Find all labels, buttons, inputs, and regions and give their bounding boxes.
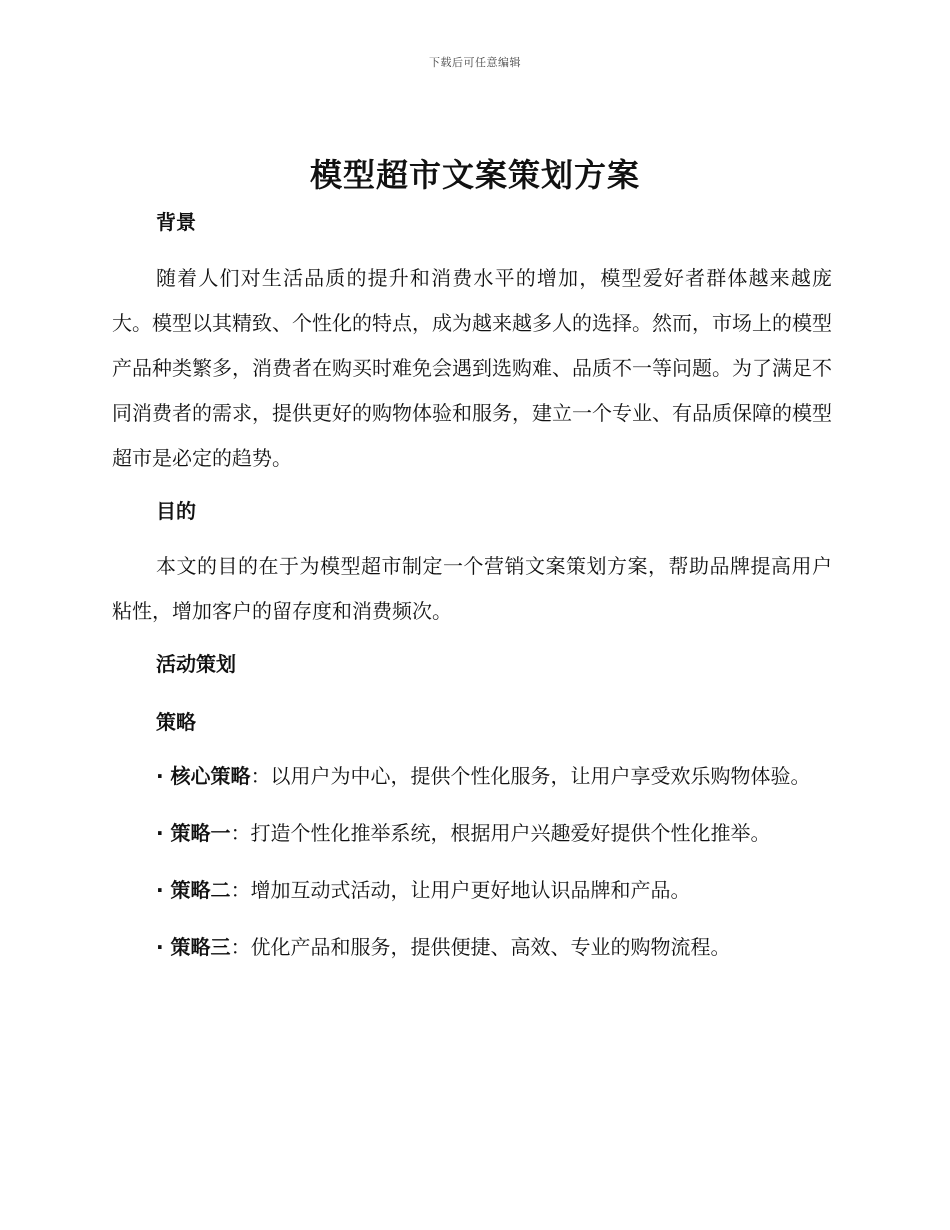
strategy-item-2: [112, 868, 832, 913]
strategy-item-3: [112, 925, 832, 970]
section-heading-purpose: 目的: [156, 499, 196, 523]
strategy-item-text: ：优化产品和服务，提供便捷、高效、专业的购物流程。: [230, 935, 731, 959]
strategy-item-lead: · 策略一: [156, 821, 231, 845]
section-heading-strategy: 策略: [156, 710, 196, 734]
section-heading-activity: 活动策划: [156, 652, 236, 676]
strategy-item-text: ：打造个性化推举系统，根据用户兴趣爱好提供个性化推举。: [230, 821, 771, 845]
header-note: 下载后可任意编辑: [429, 56, 521, 69]
document-title: 模型超市文案策划方案: [309, 156, 640, 194]
document-body: [112, 204, 832, 970]
strategy-item-1: [112, 811, 832, 856]
section-heading-background: 背景: [156, 210, 196, 234]
strategy-item-lead: · 策略三: [156, 935, 231, 959]
strategy-item-text: ：以用户为中心，提供个性化服务，让用户享受欢乐购物体验。: [250, 764, 811, 788]
paragraph-background: 随着人们对生活品质的提升和消费水平的增加，模型爱好者群体越来越庞大。模型以其精致、个性化的特点，成为越来越多人的选择。然而，市场上的模型产品种类繁多，消费者在购买时难免会遇到选购难、品质不一等问题。为了满足不同消费者的需求，提供更好的购物体验和服务，建立一个专业、有品质保障的模型超市是必定的趋势。: [112, 266, 832, 470]
paragraph-purpose: 本文的目的在于为模型超市制定一个营销文案策划方案，帮助品牌提高用户粘性，增加客户的留存度和消费频次。: [112, 554, 832, 623]
strategy-item-lead: · 策略二: [156, 878, 231, 902]
strategy-item-core: [112, 754, 832, 799]
strategy-item-lead: · 核心策略: [156, 764, 251, 788]
strategy-item-text: ：增加互动式活动，让用户更好地认识品牌和产品。: [230, 878, 691, 902]
